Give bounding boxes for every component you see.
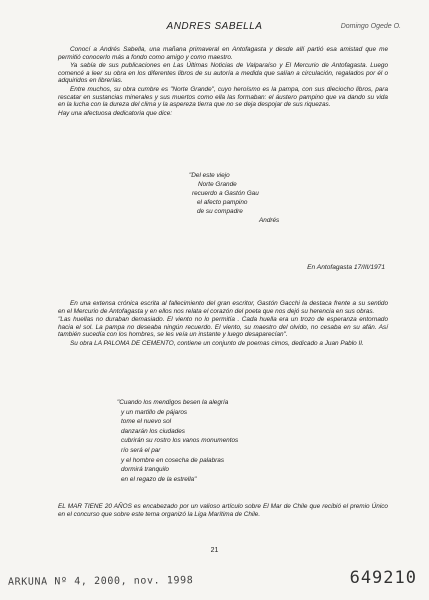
poem-line: río será el par: [121, 446, 161, 454]
dedication-verse: [189, 171, 309, 225]
paragraph: EL MAR TIENE 20 AÑOS es encabezado por un valioso artículo sobre El Mar de Chile que recibió el premio Único en el concurso que sobre este tema organizó la Liga Marítima de Chile.: [58, 503, 388, 518]
dedication-signature: Andrés: [259, 217, 280, 224]
quote-paragraph: "Las huellas no duraban demasiado. El viento no lo permitía . Cada huella era un trozo de esperanza entornado hacia el sol. La pampa no deseaba ningún recuerdo. El viento, su maestro del olvido, no cesaba en su afán. Así también sucedía con los hombres, se les veía un instante y luego desaparecían".: [58, 316, 388, 339]
handwritten-source-note: ARKUNA Nº 4, 2000, nov. 1998: [7, 575, 194, 588]
handwritten-catalog-number: 649210: [349, 568, 417, 588]
dedication-line: "Del este viejo: [189, 172, 230, 179]
dedication-line: recuerdo a Gastón Gau: [192, 190, 259, 197]
intro-section: [58, 46, 388, 118]
paragraph: Entre muchos, su obra cumbre es "Norte Grande", cuyo heroísmo es la pampa, con sus dieciocho libros, para rescatar en sustancias minerales y sus muertos como ella las formaban: el áustero pampino que va dando su vida en la lucha con la dureza del clima y la aspereza tierra que no se deja despojar de sus riquezas.: [58, 85, 388, 109]
poem-line: tome el nuevo sol: [121, 418, 172, 426]
author-name: Domingo Ogede O.: [340, 23, 401, 30]
dedication-line: Norte Grande: [198, 181, 237, 188]
paragraph: Hay una afectuosa dedicatoria que dice:: [58, 109, 173, 117]
dedication-line: de su compadre: [197, 208, 243, 215]
poem-line: y un martillo de pájaros: [121, 408, 188, 416]
poem-line: y el hombre en cosecha de palabras: [121, 456, 225, 464]
paragraph: En una extensa crónica escrita al fallecimiento del gran escritor, Gastón Gacchi la destaca frente a su sentido en el Mercurio de Antofagasta y en ellos nos relata el corazón del poeta que nos dejó su herencia en sus obras.: [58, 300, 388, 315]
dedication-line: el afecto pampino: [197, 199, 248, 206]
paragraph: Su obra LA PALOMA DE CEMENTO, contiene un conjunto de poemas cimos, dedicado a Juan Pablo II.: [70, 339, 364, 347]
page-number: 21: [210, 547, 219, 554]
dedication-date: En Antofagasta 17/III/1971: [307, 264, 385, 271]
document-title: ANDRES SABELLA: [166, 21, 263, 32]
poem-line: dormirá tranquilo: [121, 466, 169, 474]
poem-line: danzarán los ciudades: [121, 427, 185, 435]
paragraph: Conocí a Andrés Sabella, una mañana primaveral en Antofagasta y desde allí partió esa amistad que me permitió conocerlo más a fondo como amigo y como maestro.: [58, 46, 388, 61]
paragraph: Ya sabía de sus publicaciones en Las Últimas Noticias de Valparaíso y El Mercurio de Antofagasta. Luego comencé a leer su obra en los diferentes libros de su autoría a medida que salían a circulación, regalados por él o adquiridos en librerías.: [58, 62, 388, 85]
poem-line: en el regazo de la estrella": [121, 475, 197, 483]
poem-line: "Cuando los mendigos besen la alegría: [117, 399, 229, 406]
closing-section: [58, 503, 388, 519]
poem-line: cubrirán su rostro los vanos monumentos: [121, 437, 239, 445]
poem-verse: [117, 398, 317, 484]
middle-section: [58, 300, 388, 349]
